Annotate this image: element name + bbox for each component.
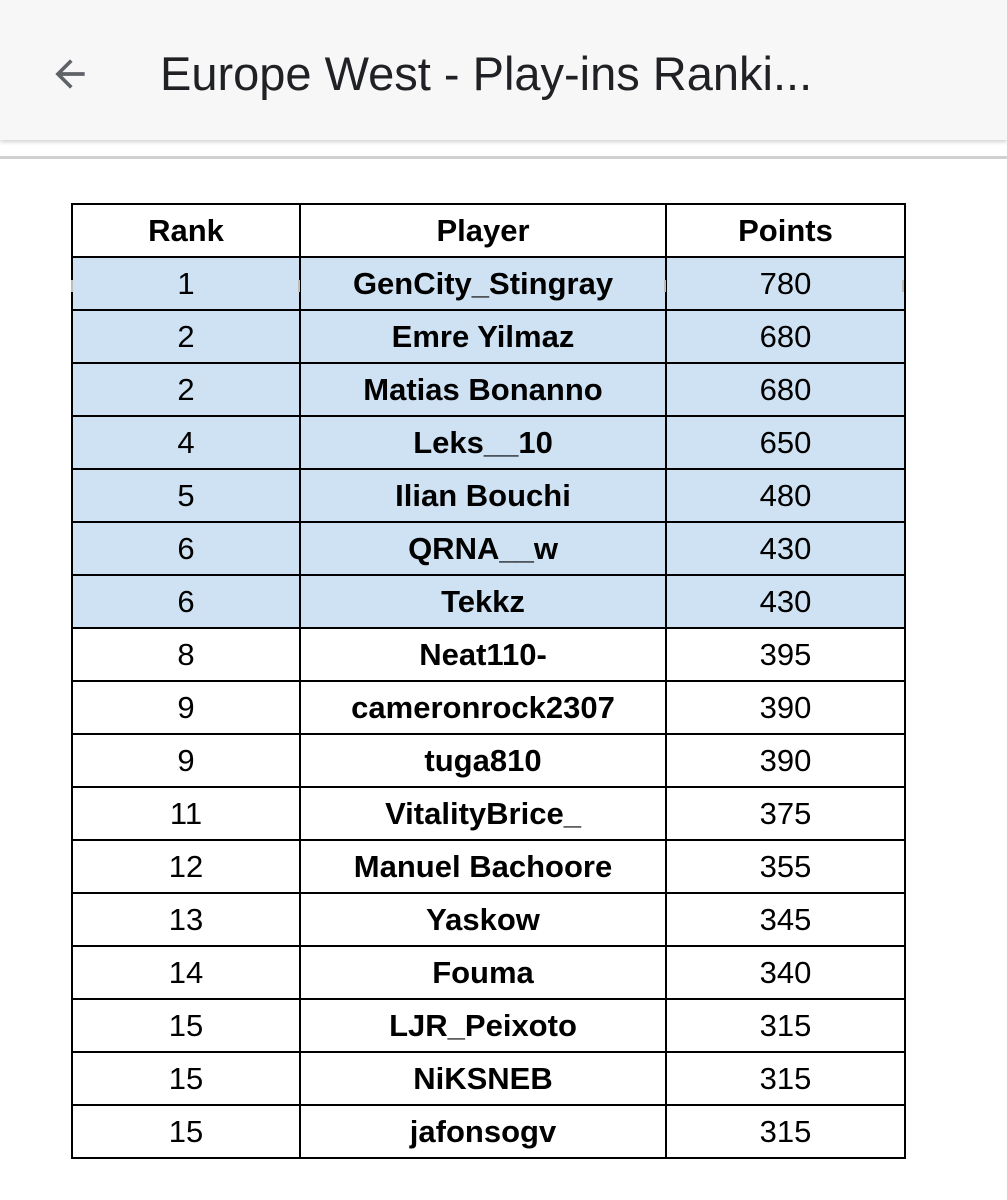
points-cell: 340 (666, 946, 905, 999)
player-cell: Matias Bonanno (300, 363, 666, 416)
player-cell: Ilian Bouchi (300, 469, 666, 522)
column-header-points: Points (666, 204, 905, 257)
app-bar (0, 0, 1007, 140)
player-cell: tuga810 (300, 734, 666, 787)
player-cell: Fouma (300, 946, 666, 999)
points-cell: 430 (666, 522, 905, 575)
divider (71, 280, 73, 292)
rank-cell: 15 (72, 1105, 300, 1158)
player-cell: LJR_Peixoto (300, 999, 666, 1052)
table-row (72, 310, 905, 363)
rank-cell: 9 (72, 734, 300, 787)
player-cell: Yaskow (300, 893, 666, 946)
table-row (72, 1105, 905, 1158)
points-cell: 315 (666, 999, 905, 1052)
page-title: Europe West - Play-ins Ranki... (160, 47, 813, 100)
rank-cell: 12 (72, 840, 300, 893)
player-cell: QRNA__w (300, 522, 666, 575)
points-cell: 430 (666, 575, 905, 628)
rank-cell: 13 (72, 893, 300, 946)
table-row (72, 1052, 905, 1105)
table-row (72, 999, 905, 1052)
rank-cell: 2 (72, 363, 300, 416)
rank-cell: 8 (72, 628, 300, 681)
player-cell: NiKSNEB (300, 1052, 666, 1105)
column-header-rank: Rank (72, 204, 300, 257)
points-cell: 315 (666, 1052, 905, 1105)
rank-cell: 11 (72, 787, 300, 840)
rank-cell: 9 (72, 681, 300, 734)
previous-rows-strip (0, 140, 1007, 160)
player-cell: Emre Yilmaz (300, 310, 666, 363)
table-row (72, 946, 905, 999)
points-cell: 375 (666, 787, 905, 840)
player-cell: Neat110- (300, 628, 666, 681)
player-cell: cameronrock2307 (300, 681, 666, 734)
rank-cell: 4 (72, 416, 300, 469)
rank-cell: 6 (72, 575, 300, 628)
table-row (72, 681, 905, 734)
table-row (72, 734, 905, 787)
points-cell: 390 (666, 734, 905, 787)
points-cell: 355 (666, 840, 905, 893)
rank-cell: 1 (72, 257, 300, 310)
points-cell: 780 (666, 257, 905, 310)
points-cell: 480 (666, 469, 905, 522)
divider (664, 280, 666, 292)
points-cell: 390 (666, 681, 905, 734)
points-cell: 345 (666, 893, 905, 946)
rank-cell: 15 (72, 1052, 300, 1105)
rank-cell: 2 (72, 310, 300, 363)
divider (298, 280, 300, 292)
player-cell: jafonsogv (300, 1105, 666, 1158)
player-cell: Tekkz (300, 575, 666, 628)
points-cell: 315 (666, 1105, 905, 1158)
rank-cell: 5 (72, 469, 300, 522)
points-cell: 395 (666, 628, 905, 681)
player-cell: VitalityBrice_ (300, 787, 666, 840)
table-row (72, 575, 905, 628)
table-row (72, 522, 905, 575)
table-row (72, 840, 905, 893)
table-header-row (72, 204, 905, 257)
table-row (72, 416, 905, 469)
arrow-back-icon (48, 52, 92, 96)
table-row (72, 469, 905, 522)
points-cell: 680 (666, 363, 905, 416)
rank-cell: 6 (72, 522, 300, 575)
rank-cell: 15 (72, 999, 300, 1052)
table-row (72, 787, 905, 840)
points-cell: 650 (666, 416, 905, 469)
column-header-player: Player (300, 204, 666, 257)
player-cell: Leks__10 (300, 416, 666, 469)
divider (902, 280, 904, 292)
rank-cell: 14 (72, 946, 300, 999)
table-body (72, 257, 905, 1158)
table-row (72, 363, 905, 416)
ranking-table (71, 203, 906, 1159)
player-cell: GenCity_Stingray (300, 257, 666, 310)
player-cell: Manuel Bachoore (300, 840, 666, 893)
points-cell: 680 (666, 310, 905, 363)
table-row (72, 628, 905, 681)
table-row (72, 257, 905, 310)
table-row (72, 893, 905, 946)
back-button[interactable] (40, 46, 100, 102)
